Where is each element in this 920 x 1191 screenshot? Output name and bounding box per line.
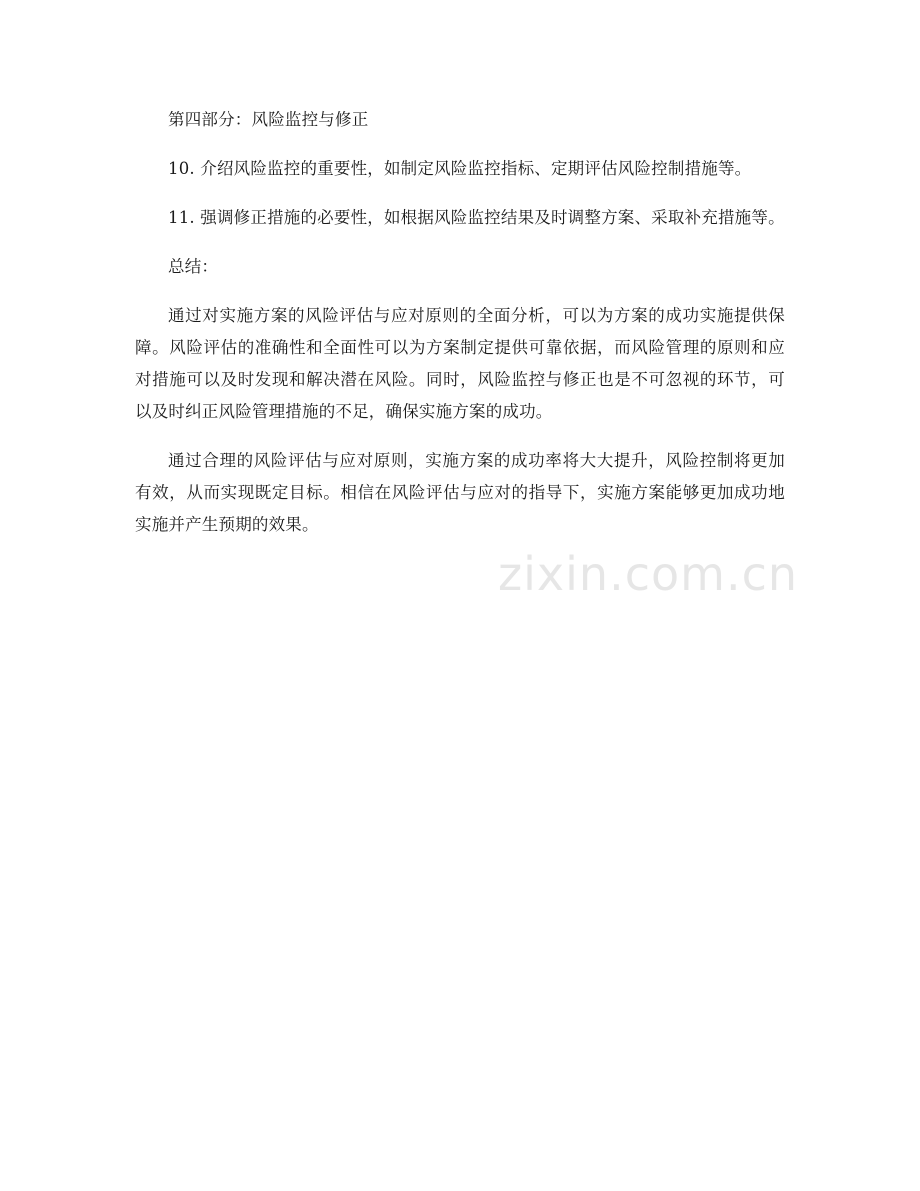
summary-paragraph-1: 通过对实施方案的风险评估与应对原则的全面分析，可以为方案的成功实施提供保障。风险评估的准确性和全面性可以为方案制定提供可靠依据，而风险管理的原则和应对措施可以及时发现和解决潜在风险。同时，风险监控与修正也是不可忽视的环节，可以及时纠正风险管理措施的不足，确保实施方案的成功。 (135, 306, 785, 421)
watermark-text: zixin.com.cn (498, 547, 799, 601)
summary-paragraph-2: 通过合理的风险评估与应对原则，实施方案的成功率将大大提升，风险控制将更加有效，从而实现既定目标。相信在风险评估与应对的指导下，实施方案能够更加成功地实施并产生预期的效果。 (135, 451, 785, 534)
list-item-11: 11. 强调修正措施的必要性，如根据风险监控结果及时调整方案、采取补充措施等。 (168, 208, 785, 227)
list-item-10: 10. 介绍风险监控的重要性，如制定风险监控指标、定期评估风险控制措施等。 (168, 159, 752, 178)
summary-heading: 总结： (168, 257, 219, 276)
document-body (135, 104, 785, 558)
section-heading: 第四部分：风险监控与修正 (168, 110, 369, 129)
